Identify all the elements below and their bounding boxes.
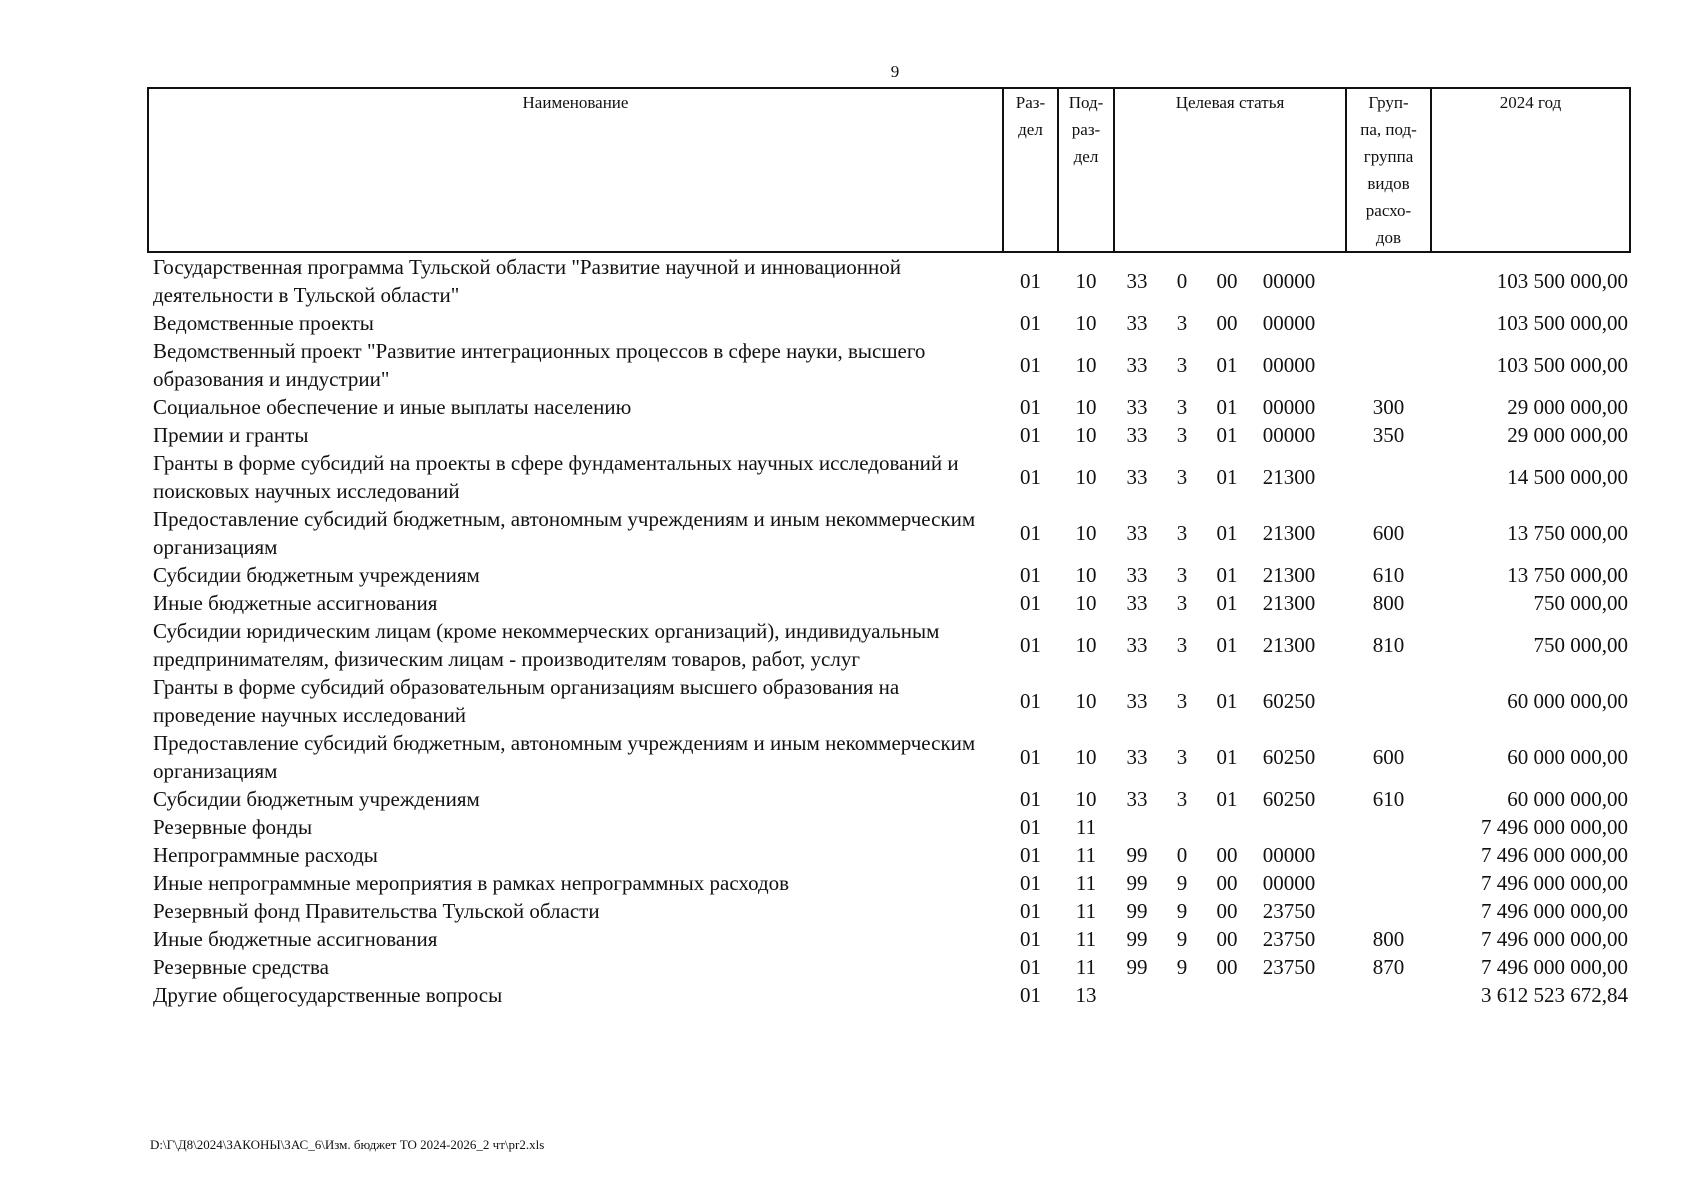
row-expense-group: 810 xyxy=(1372,633,1405,657)
target-subprogram-code: 3 xyxy=(1176,563,1188,587)
row-podrazdel: 13 xyxy=(1075,983,1097,1007)
table-row xyxy=(148,673,1630,729)
target-subprogram-code: 3 xyxy=(1176,395,1188,419)
target-event-code: 00 xyxy=(1216,955,1238,979)
row-razdel: 01 xyxy=(1020,843,1041,867)
row-razdel: 01 xyxy=(1020,815,1041,839)
row-podrazdel: 10 xyxy=(1075,689,1097,713)
table-row xyxy=(148,813,1630,841)
target-direction-code: 00000 xyxy=(1262,353,1316,377)
row-target-article xyxy=(1114,589,1346,617)
row-podrazdel: 10 xyxy=(1075,423,1097,447)
row-sum-2024: 750 000,00 xyxy=(1533,633,1628,657)
row-target-article xyxy=(1114,505,1346,561)
target-event-code: 00 xyxy=(1216,871,1238,895)
target-direction-code: 21300 xyxy=(1262,633,1316,657)
row-target-article xyxy=(1114,309,1346,337)
budget-table xyxy=(147,87,1631,1009)
target-subprogram-code: 3 xyxy=(1176,689,1188,713)
target-program-code: 33 xyxy=(1126,521,1148,545)
row-razdel: 01 xyxy=(1020,423,1041,447)
table-row xyxy=(148,869,1630,897)
target-subprogram-code: 3 xyxy=(1176,353,1188,377)
row-expense-group xyxy=(1346,309,1431,337)
table-row xyxy=(148,337,1630,393)
row-expense-group xyxy=(1346,252,1431,309)
table-row xyxy=(148,617,1630,673)
row-razdel: 01 xyxy=(1020,563,1041,587)
row-expense-group: 600 xyxy=(1372,521,1405,545)
row-sum-2024: 29 000 000,00 xyxy=(1507,423,1628,447)
row-podrazdel: 10 xyxy=(1075,395,1097,419)
row-podrazdel: 10 xyxy=(1075,787,1097,811)
row-name: Резервный фонд Правительства Тульской области xyxy=(153,899,600,923)
row-expense-group: 800 xyxy=(1372,927,1405,951)
target-program-code: 33 xyxy=(1126,269,1148,293)
target-direction-code: 21300 xyxy=(1262,521,1316,545)
target-direction-code: 60250 xyxy=(1262,689,1316,713)
target-program-code: 33 xyxy=(1126,395,1148,419)
table-row xyxy=(148,953,1630,981)
target-program-code: 33 xyxy=(1126,689,1148,713)
row-sum-2024: 29 000 000,00 xyxy=(1507,395,1628,419)
row-razdel: 01 xyxy=(1020,955,1041,979)
target-program-code: 33 xyxy=(1126,311,1148,335)
row-target-article xyxy=(1114,337,1346,393)
row-sum-2024: 7 496 000 000,00 xyxy=(1481,815,1628,839)
target-event-code: 00 xyxy=(1216,927,1238,951)
row-expense-group: 300 xyxy=(1372,395,1405,419)
table-row xyxy=(148,925,1630,953)
row-sum-2024: 60 000 000,00 xyxy=(1507,689,1628,713)
row-sum-2024: 103 500 000,00 xyxy=(1496,269,1628,293)
target-subprogram-code: 9 xyxy=(1176,899,1188,923)
row-name: Субсидии юридическим лицам (кроме некоммерческих организаций), индивидуальным предпринимателям, физическим лицам - производителям товаров, работ, услуг xyxy=(153,619,940,671)
target-direction-code: 60250 xyxy=(1262,745,1316,769)
header-podrazdel: Под- раз- дел xyxy=(1058,88,1114,252)
target-event-code: 00 xyxy=(1216,311,1238,335)
row-target-article xyxy=(1114,869,1346,897)
target-program-code: 99 xyxy=(1126,927,1148,951)
row-podrazdel: 11 xyxy=(1075,899,1097,923)
table-row xyxy=(148,421,1630,449)
row-sum-2024: 103 500 000,00 xyxy=(1496,311,1628,335)
target-direction-code: 21300 xyxy=(1262,591,1316,615)
target-subprogram-code: 3 xyxy=(1176,745,1188,769)
target-direction-code: 00000 xyxy=(1262,423,1316,447)
target-event-code: 01 xyxy=(1216,689,1238,713)
target-direction-code: 00000 xyxy=(1262,269,1316,293)
row-name: Иные бюджетные ассигнования xyxy=(153,927,438,951)
target-event-code: 01 xyxy=(1216,521,1238,545)
row-target-article xyxy=(1114,673,1346,729)
target-event-code: 01 xyxy=(1216,563,1238,587)
row-name: Государственная программа Тульской области "Развитие научной и инновационной деятельности в Тульской области" xyxy=(153,255,901,307)
row-name: Резервные средства xyxy=(153,955,329,979)
target-subprogram-code: 3 xyxy=(1176,633,1188,657)
table-row xyxy=(148,897,1630,925)
row-razdel: 01 xyxy=(1020,633,1041,657)
row-sum-2024: 7 496 000 000,00 xyxy=(1481,899,1628,923)
target-program-code: 99 xyxy=(1126,955,1148,979)
row-target-article xyxy=(1114,252,1346,309)
target-direction-code: 23750 xyxy=(1262,955,1316,979)
target-program-code: 33 xyxy=(1126,787,1148,811)
target-direction-code: 23750 xyxy=(1262,927,1316,951)
target-direction-code: 00000 xyxy=(1262,843,1316,867)
header-razdel: Раз- дел xyxy=(1003,88,1058,252)
target-subprogram-code: 3 xyxy=(1176,787,1188,811)
row-sum-2024: 7 496 000 000,00 xyxy=(1481,843,1628,867)
target-subprogram-code: 9 xyxy=(1176,871,1188,895)
row-name: Иные бюджетные ассигнования xyxy=(153,591,438,615)
row-expense-group xyxy=(1346,897,1431,925)
row-name: Ведомственный проект "Развитие интеграционных процессов в сфере науки, высшего образования и индустрии" xyxy=(153,339,926,391)
row-podrazdel: 11 xyxy=(1075,927,1097,951)
row-sum-2024: 13 750 000,00 xyxy=(1507,563,1628,587)
row-target-article xyxy=(1114,897,1346,925)
row-name: Субсидии бюджетным учреждениям xyxy=(153,787,480,811)
table-row xyxy=(148,561,1630,589)
table-body xyxy=(148,252,1630,1009)
table-row xyxy=(148,252,1630,309)
target-subprogram-code: 3 xyxy=(1176,465,1188,489)
row-expense-group xyxy=(1346,673,1431,729)
row-razdel: 01 xyxy=(1020,745,1041,769)
header-name: Наименование xyxy=(148,88,1003,252)
row-razdel: 01 xyxy=(1020,521,1041,545)
target-direction-code: 00000 xyxy=(1262,871,1316,895)
row-razdel: 01 xyxy=(1020,311,1041,335)
row-expense-group: 350 xyxy=(1372,423,1405,447)
row-sum-2024: 7 496 000 000,00 xyxy=(1481,927,1628,951)
row-name: Премии и гранты xyxy=(153,423,309,447)
table-row xyxy=(148,505,1630,561)
row-podrazdel: 10 xyxy=(1075,269,1097,293)
row-expense-group xyxy=(1346,337,1431,393)
target-program-code: 33 xyxy=(1126,353,1148,377)
row-podrazdel: 10 xyxy=(1075,563,1097,587)
target-subprogram-code: 9 xyxy=(1176,927,1188,951)
target-direction-code: 60250 xyxy=(1262,787,1316,811)
row-podrazdel: 10 xyxy=(1075,745,1097,769)
row-target-article xyxy=(1114,981,1346,1009)
target-event-code: 01 xyxy=(1216,591,1238,615)
row-target-article xyxy=(1114,561,1346,589)
row-name: Гранты в форме субсидий на проекты в сфере фундаментальных научных исследований и поисковых научных исследований xyxy=(153,451,959,503)
row-name: Иные непрограммные мероприятия в рамках непрограммных расходов xyxy=(153,871,790,895)
row-target-article xyxy=(1114,729,1346,785)
row-sum-2024: 103 500 000,00 xyxy=(1496,353,1628,377)
row-sum-2024: 3 612 523 672,84 xyxy=(1481,983,1628,1007)
row-sum-2024: 14 500 000,00 xyxy=(1507,465,1628,489)
target-event-code: 01 xyxy=(1216,787,1238,811)
target-event-code: 00 xyxy=(1216,899,1238,923)
row-podrazdel: 11 xyxy=(1075,843,1097,867)
table-row xyxy=(148,729,1630,785)
row-podrazdel: 10 xyxy=(1075,633,1097,657)
target-direction-code: 23750 xyxy=(1262,899,1316,923)
row-target-article xyxy=(1114,785,1346,813)
target-event-code: 01 xyxy=(1216,745,1238,769)
target-program-code: 99 xyxy=(1126,899,1148,923)
row-razdel: 01 xyxy=(1020,465,1041,489)
row-podrazdel: 10 xyxy=(1075,591,1097,615)
row-target-article xyxy=(1114,925,1346,953)
row-expense-group: 610 xyxy=(1372,787,1405,811)
table-row xyxy=(148,309,1630,337)
target-program-code: 33 xyxy=(1126,591,1148,615)
row-podrazdel: 11 xyxy=(1075,815,1097,839)
row-target-article xyxy=(1114,841,1346,869)
target-event-code: 01 xyxy=(1216,395,1238,419)
target-subprogram-code: 3 xyxy=(1176,521,1188,545)
row-name: Предоставление субсидий бюджетным, автономным учреждениям и иным некоммерческим организациям xyxy=(153,731,976,783)
row-name: Социальное обеспечение и иные выплаты населению xyxy=(153,395,632,419)
table-row xyxy=(148,393,1630,421)
row-razdel: 01 xyxy=(1020,927,1041,951)
target-program-code: 33 xyxy=(1126,745,1148,769)
target-direction-code: 00000 xyxy=(1262,395,1316,419)
table-header-row xyxy=(148,88,1630,252)
row-expense-group: 870 xyxy=(1372,955,1405,979)
row-podrazdel: 10 xyxy=(1075,521,1097,545)
target-subprogram-code: 3 xyxy=(1176,591,1188,615)
row-razdel: 01 xyxy=(1020,269,1041,293)
row-expense-group: 800 xyxy=(1372,591,1405,615)
row-target-article xyxy=(1114,393,1346,421)
row-expense-group xyxy=(1346,981,1431,1009)
target-subprogram-code: 0 xyxy=(1176,843,1188,867)
row-razdel: 01 xyxy=(1020,983,1041,1007)
target-event-code: 00 xyxy=(1216,843,1238,867)
row-name: Другие общегосударственные вопросы xyxy=(153,983,503,1007)
row-name: Резервные фонды xyxy=(153,815,313,839)
target-direction-code: 00000 xyxy=(1262,311,1316,335)
row-name: Гранты в форме субсидий образовательным организациям высшего образования на проведение научных исследований xyxy=(153,675,900,727)
header-target: Целевая статья xyxy=(1114,88,1346,252)
target-program-code: 33 xyxy=(1126,563,1148,587)
row-razdel: 01 xyxy=(1020,787,1041,811)
table-row xyxy=(148,589,1630,617)
row-sum-2024: 60 000 000,00 xyxy=(1507,787,1628,811)
row-sum-2024: 7 496 000 000,00 xyxy=(1481,871,1628,895)
row-sum-2024: 750 000,00 xyxy=(1533,591,1628,615)
row-target-article xyxy=(1114,421,1346,449)
target-subprogram-code: 3 xyxy=(1176,423,1188,447)
row-expense-group: 610 xyxy=(1372,563,1405,587)
row-expense-group xyxy=(1346,449,1431,505)
page-number: 9 xyxy=(890,62,900,81)
row-razdel: 01 xyxy=(1020,899,1041,923)
target-program-code: 33 xyxy=(1126,465,1148,489)
target-program-code: 33 xyxy=(1126,423,1148,447)
row-name: Субсидии бюджетным учреждениям xyxy=(153,563,480,587)
target-event-code: 00 xyxy=(1216,269,1238,293)
row-podrazdel: 11 xyxy=(1075,871,1097,895)
row-target-article xyxy=(1114,449,1346,505)
target-subprogram-code: 0 xyxy=(1176,269,1188,293)
row-razdel: 01 xyxy=(1020,871,1041,895)
row-target-article xyxy=(1114,617,1346,673)
footer-file-path: D:\Г\Д8\2024\ЗАКОНЫ\ЗАС_6\Изм. бюджет ТО 2024-2026_2 чт\pr2.xls xyxy=(150,1137,545,1152)
row-name: Непрограммные расходы xyxy=(153,843,378,867)
row-name: Предоставление субсидий бюджетным, автономным учреждениям и иным некоммерческим организациям xyxy=(153,507,976,559)
row-podrazdel: 10 xyxy=(1075,465,1097,489)
table-row xyxy=(148,981,1630,1009)
row-razdel: 01 xyxy=(1020,591,1041,615)
target-event-code: 01 xyxy=(1216,423,1238,447)
row-sum-2024: 7 496 000 000,00 xyxy=(1481,955,1628,979)
table-row xyxy=(148,841,1630,869)
target-event-code: 01 xyxy=(1216,465,1238,489)
row-expense-group xyxy=(1346,869,1431,897)
row-sum-2024: 13 750 000,00 xyxy=(1507,521,1628,545)
row-target-article xyxy=(1114,953,1346,981)
row-expense-group xyxy=(1346,841,1431,869)
header-year: 2024 год xyxy=(1431,88,1630,252)
target-direction-code: 21300 xyxy=(1262,563,1316,587)
target-direction-code: 21300 xyxy=(1262,465,1316,489)
row-expense-group: 600 xyxy=(1372,745,1405,769)
table-row xyxy=(148,449,1630,505)
target-program-code: 33 xyxy=(1126,633,1148,657)
row-razdel: 01 xyxy=(1020,395,1041,419)
target-program-code: 99 xyxy=(1126,843,1148,867)
row-expense-group xyxy=(1346,813,1431,841)
target-subprogram-code: 9 xyxy=(1176,955,1188,979)
row-razdel: 01 xyxy=(1020,353,1041,377)
row-target-article xyxy=(1114,813,1346,841)
target-subprogram-code: 3 xyxy=(1176,311,1188,335)
target-program-code: 99 xyxy=(1126,871,1148,895)
target-event-code: 01 xyxy=(1216,633,1238,657)
row-podrazdel: 10 xyxy=(1075,353,1097,377)
row-podrazdel: 11 xyxy=(1075,955,1097,979)
row-sum-2024: 60 000 000,00 xyxy=(1507,745,1628,769)
target-event-code: 01 xyxy=(1216,353,1238,377)
row-razdel: 01 xyxy=(1020,689,1041,713)
table-row xyxy=(148,785,1630,813)
row-name: Ведомственные проекты xyxy=(153,311,374,335)
row-podrazdel: 10 xyxy=(1075,311,1097,335)
header-group: Груп- па, под- группа видов расхо- дов xyxy=(1346,88,1431,252)
